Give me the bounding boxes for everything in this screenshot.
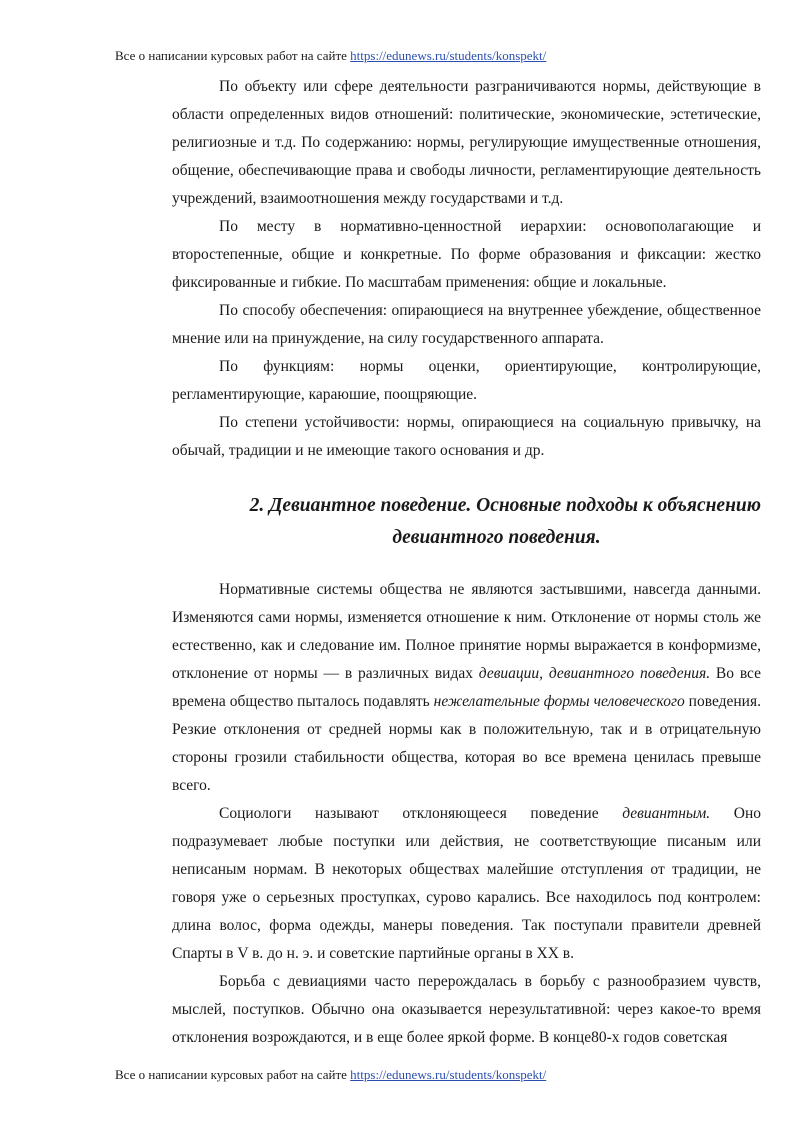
emphasis-text: девиантным. <box>622 805 711 822</box>
paragraph: По функциям: нормы оценки, ориентирующие, контролирующие, регламентирующие, караюшие, поощряющие. <box>172 358 761 403</box>
section-heading-line-1: 2. Девиантное поведение. Основные подходы к объяснению <box>249 495 761 516</box>
emphasis-text: девиации, девиантного поведения. <box>478 665 711 682</box>
paragraph-text: Социологи называют отклоняющееся поведение <box>219 805 623 822</box>
footer-link[interactable]: https://edunews.ru/students/konspekt/ <box>350 1067 547 1082</box>
paragraph <box>172 800 761 968</box>
page-footer <box>115 1066 546 1084</box>
page-header <box>115 47 546 65</box>
paragraph-text: Оно подразумевает любые поступки или действия, не соответствующие писаным или неписаным нормам. В некоторых обществах малейшие отступления от традиции, не говоря уже о серьезных проступках, сурово карались. Все находилось под контролем: длина волос, форма одежды, манеры поведения. Так поступали правители древней Спарты в V в. до н. э. и советские партийные органы в XX в. <box>172 805 761 962</box>
header-link[interactable]: https://edunews.ru/students/konspekt/ <box>350 48 547 63</box>
emphasis-text: нежелательные формы человеческого <box>433 693 685 710</box>
section-heading-line-2: девиантного поведения. <box>392 527 601 548</box>
paragraph: По месту в нормативно-ценностной иерархии: основополагающие и второстепенные, общие и конкретные. По форме образования и фиксации: жестко фиксированные и гибкие. По масштабам применения: общие и локальные. <box>172 218 761 291</box>
footer-text: Все о написании курсовых работ на сайте <box>115 1067 351 1082</box>
document-body <box>172 73 761 1052</box>
paragraph: По степени устойчивости: нормы, опирающиеся на социальную привычку, на обычай, традиции и не имеющие такого основания и др. <box>172 414 761 459</box>
section-heading <box>172 490 761 554</box>
paragraph-text: Нормативные системы общества не являются застывшими, навсегда данными. Изменяются сами нормы, изменяется отношение к ним. Отклонение от нормы столь же естественно, как и следование им. Полное принятие нормы выражается в конформизме, отклонение от нормы — в различных видах <box>172 581 761 682</box>
paragraph: Борьба с девиациями часто перерождалась в борьбу с разнообразием чувств, мыслей, поступков. Обычно она оказывается нерезультативной: через какое-то время отклонения возрождаются, и в еще более яркой форме. В конце80-х годов советская <box>172 973 761 1046</box>
header-text: Все о написании курсовых работ на сайте <box>115 48 351 63</box>
paragraph: По объекту или сфере деятельности разграничиваются нормы, действующие в области определенных видов отношений: политические, экономические, эстетические, религиозные и т.д. По содержанию: нормы, регулирующие имущественные отношения, общение, обеспечивающие права и свободы личности, регламентирующие деятельность учреждений, взаимоотношения между государствами и т.д. <box>172 78 761 207</box>
paragraph <box>172 576 761 800</box>
paragraph-text: Во все времена общество пыталось подавлять <box>172 665 762 710</box>
paragraph: По способу обеспечения: опирающиеся на внутреннее убеждение, общественное мнение или на принуждение, на силу государственного аппарата. <box>172 302 761 347</box>
paragraph-text: поведения. Резкие отклонения от средней нормы как в положительную, так и в отрицательную стороны грозили стабильности общества, которая во все времена ценилась превыше всего. <box>172 693 761 794</box>
